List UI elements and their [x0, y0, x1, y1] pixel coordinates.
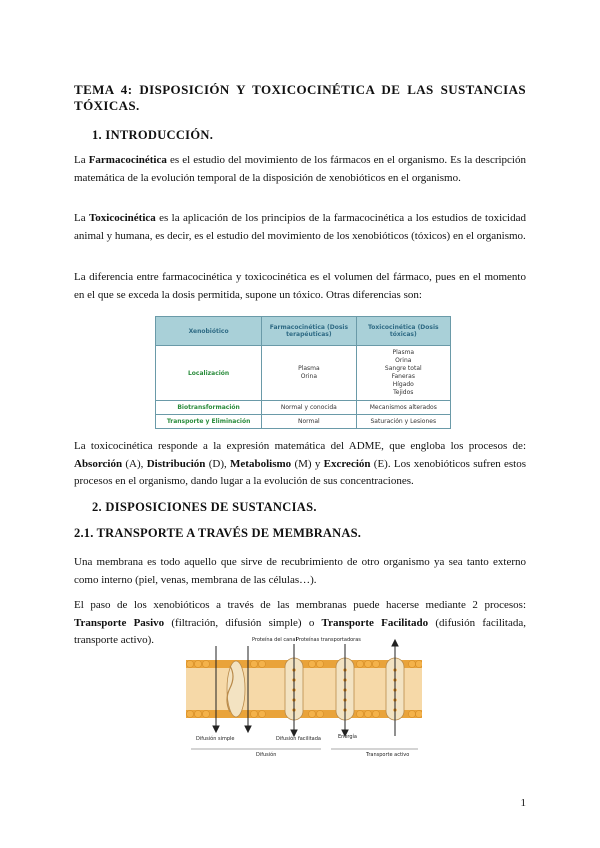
paragraph-text: (difusión facilitada, transporte activo). — [74, 616, 527, 646]
table-row-label: Transporte y Eliminación — [156, 415, 262, 429]
paragraph-text: (D), — [205, 457, 231, 470]
table-header: Farmacocinética (Dosis terapéuticas) — [262, 317, 356, 346]
paragraph-text: El paso de los xenobióticos a través de las membranas puede hacerse mediante 2 procesos: — [74, 599, 526, 611]
label-channel: Proteína del canal — [252, 637, 297, 643]
page-number: 1 — [520, 797, 526, 809]
section-heading-disposiciones: 2. DISPOSICIONES DE SUSTANCIAS. — [92, 500, 317, 514]
table-header: Xenobiótico — [156, 317, 262, 346]
table-cell: Plasma Orina — [262, 346, 356, 401]
term-bold: Toxicocinética — [88, 212, 156, 224]
label-diffusion: Difusión — [256, 752, 277, 758]
document-title — [74, 82, 526, 114]
paragraph-text: es la aplicación de los principios de la farmacocinética a los estudios de toxicidad animal y humana, es decir, es el estudio del movimiento de los xenobióticos (tóxicos) en el organismo. — [74, 212, 526, 242]
subsection-heading-transporte: 2.1. TRANSPORTE A TRAVÉS DE MEMBRANAS. — [74, 526, 362, 540]
label-facilitated: Difusión facilitada — [276, 736, 321, 742]
section-heading-introduccion: 1. INTRODUCCIÓN. — [92, 128, 214, 142]
paragraph-text: (E). Los xenobióticos sufren estos procesos en el organismo, dando lugar a la evolución de sus concentraciones. — [74, 457, 526, 487]
term-bold: Transporte Facilitado — [321, 616, 429, 629]
paragraph-text: (filtración, difusión simple) o — [164, 616, 322, 629]
comparison-table — [155, 316, 451, 427]
paragraph-text: es el estudio del movimiento de los fármacos en el organismo. Es la descripción matemática de la evolución temporal de la disposición de xenobióticos en el organismo. — [74, 154, 526, 184]
term-bold: Transporte Pasivo — [74, 616, 165, 629]
paragraph-toxicocinetica — [74, 210, 526, 245]
title-line-1: TEMA 4: DISPOSICIÓN Y TOXICOCINÉTICA DE LAS SUSTANCIAS — [74, 82, 526, 97]
paragraph-text: La toxicocinética responde a la expresión matemática del ADME, que engloba los procesos de: — [74, 440, 526, 452]
paragraph-farmacocinetica — [74, 152, 526, 187]
paragraph-membrana: Una membrana es todo aquello que sirve de recubrimiento de otro organismo ya sea tanto externo como interno (piel, venas, membrana de las células…). — [74, 556, 526, 586]
label-active: Transporte activo — [366, 752, 410, 758]
table-cell: Saturación y Lesiones — [356, 415, 450, 429]
channel-protein — [227, 661, 245, 717]
table-header: Toxicocinética (Dosis tóxicas) — [356, 317, 450, 346]
membrane-transport-diagram — [186, 636, 422, 762]
label-energy: Energía — [338, 734, 357, 740]
paragraph-text: (A), — [122, 457, 147, 470]
paragraph-diferencia: La diferencia entre farmacocinética y toxicocinética es el volumen del fármaco, pues en el momento en el que se exceda la dosis permitida, supone un tóxico. Otras diferencias son: — [74, 271, 526, 301]
paragraph-adme — [74, 438, 526, 491]
table-cell: Normal y conocida — [262, 401, 356, 415]
term-farmacocinetica: La — [74, 154, 89, 166]
table-cell: Mecanismos alterados — [356, 401, 450, 415]
term-bold: Excreción — [323, 457, 371, 470]
paragraph-text: (M) y — [291, 457, 324, 470]
title-line-2: TÓXICAS. — [74, 98, 140, 113]
table-row-label: Biotransformación — [156, 401, 262, 415]
table-cell: Plasma Orina Sangre total Faneras Hígado Tejidos — [356, 346, 450, 401]
term-bold: Farmacocinética — [88, 154, 167, 166]
term-bold: Metabolismo — [230, 457, 292, 470]
label-simple: Difusión simple — [196, 736, 235, 742]
article: La — [74, 212, 89, 224]
label-carriers: Proteínas transportadoras — [296, 637, 361, 643]
term-bold: Absorción — [74, 457, 123, 470]
term-bold: Distribución — [146, 457, 206, 470]
table-cell: Normal — [262, 415, 356, 429]
table-row-label: Localización — [156, 346, 262, 401]
